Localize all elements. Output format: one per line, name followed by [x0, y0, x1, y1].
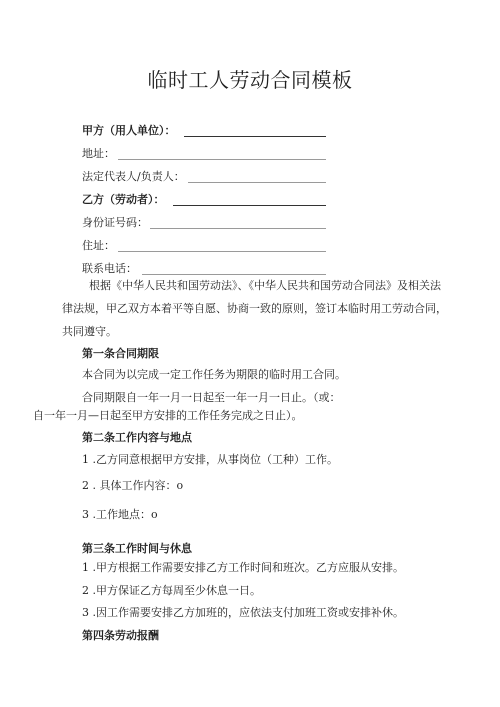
intro-line-2: 律法规，甲乙双方本着平等自愿、协商一致的原则，签订本临时用工劳动合同，	[62, 302, 447, 315]
intro-line-3: 共同遵守。	[62, 325, 117, 338]
section-line: 1 .甲方根据工作需要安排乙方工作时间和班次。乙方应服从安排。	[82, 561, 404, 574]
document-title: 临时工人劳动合同模板	[147, 68, 353, 92]
party-a-rep-label: 法定代表人/负责人：	[82, 170, 185, 183]
party-a-label: 甲方（用人单位）：	[82, 124, 176, 137]
party-b-address-blank	[118, 251, 326, 252]
section-heading: 第四条劳动报酬	[82, 629, 159, 642]
party-a-rep-blank	[188, 182, 326, 183]
party-b-id-blank	[150, 228, 326, 229]
party-a-address-label: 地址：	[82, 147, 115, 160]
party-b-address-label: 住址：	[82, 239, 115, 252]
section-line: 本合同为以完成一定工作任务为期限的临时用工合同。	[82, 368, 346, 381]
section-line: 3 .工作地点：o	[82, 508, 158, 521]
section-heading: 第三条工作时间与休息	[82, 542, 192, 555]
section-line: 合同期限自一年一月一日起至一年一月一日止。（或：	[82, 391, 341, 404]
party-a-blank	[184, 136, 326, 137]
section-line: 3 .因工作需要安排乙方加班的，应依法支付加班工资或安排补休。	[82, 606, 404, 619]
intro-line-1: 根据《中华人民共和国劳动法》、《中华人民共和国劳动合同法》及相关法	[89, 279, 441, 292]
section-line: 1 .乙方同意根据甲方安排，从事岗位（工种）工作。	[82, 453, 338, 466]
party-b-id-label: 身份证号码：	[82, 216, 148, 229]
section-heading: 第一条合同期限	[82, 347, 159, 360]
section-line: 2 .甲方保证乙方每周至少休息一日。	[82, 584, 261, 597]
party-b-phone-label: 联系电话：	[82, 262, 137, 275]
party-b-blank	[173, 205, 326, 206]
section-heading: 第二条工作内容与地点	[82, 431, 192, 444]
section-line: 2 . 具体工作内容：o	[82, 479, 184, 492]
party-a-address-blank	[118, 159, 326, 160]
party-b-label: 乙方（劳动者）：	[82, 193, 165, 206]
section-line: 自一年一月—日起至甲方安排的工作任务完成之日止）。	[33, 409, 303, 422]
